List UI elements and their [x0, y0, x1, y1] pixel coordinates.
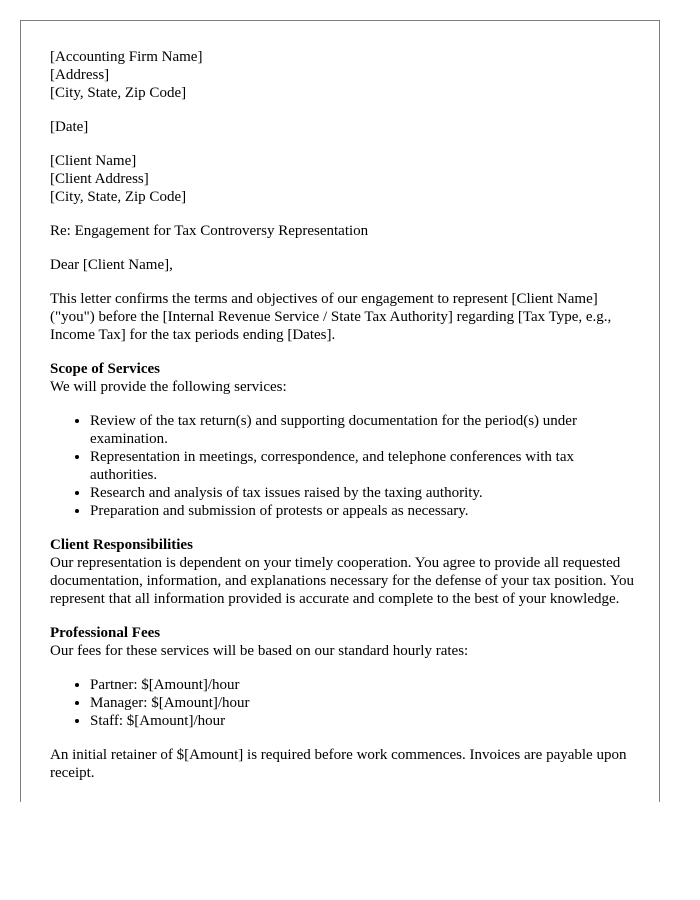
list-item: • Representation in meetings, correspondence, and telephone conferences with tax authorities. [90, 448, 640, 484]
recipient-city: [City, State, Zip Code] [50, 189, 187, 205]
salutation: Dear [Client Name], [50, 257, 173, 273]
responsibilities-title: Client Responsibilities [50, 537, 193, 553]
intro-paragraph: This letter confirms the terms and objectives of our engagement to represent [Client Name] ("you") before the [Internal Revenue Service / State Tax Authority] regarding [Tax Type, e.g., Income Tax] for the tax periods ending [Dates]. [50, 291, 612, 343]
fees-section [50, 624, 640, 782]
responsibilities-section [50, 536, 640, 608]
list-item: • Partner: $[Amount]/hour [90, 676, 640, 694]
letter-date: [Date] [50, 119, 89, 135]
subject-line: Re: Engagement for Tax Controversy Representation [50, 223, 369, 239]
list-item: • Research and analysis of tax issues raised by the taxing authority. [90, 484, 640, 502]
scope-section [50, 360, 640, 520]
fees-lead: Our fees for these services will be based on our standard hourly rates: [50, 643, 469, 659]
letter-page [20, 20, 660, 802]
fees-title: Professional Fees [50, 625, 161, 641]
letter-content [50, 48, 640, 798]
fees-list [50, 676, 640, 730]
list-item: • Staff: $[Amount]/hour [90, 712, 640, 730]
sender-address: [Address] [50, 67, 110, 83]
recipient-name: [Client Name] [50, 153, 137, 169]
sender-name: [Accounting Firm Name] [50, 49, 203, 65]
retainer-paragraph: An initial retainer of $[Amount] is required before work commences. Invoices are payable upon receipt. [50, 747, 627, 781]
list-item: • Manager: $[Amount]/hour [90, 694, 640, 712]
scope-title: Scope of Services [50, 361, 160, 377]
responsibilities-text: Our representation is dependent on your timely cooperation. You agree to provide all requested documentation, information, and explanations necessary for the defense of your tax position. You represent that all information provided is accurate and complete to the best of your knowledge. [50, 555, 635, 607]
recipient-address: [Client Address] [50, 171, 149, 187]
scope-lead: We will provide the following services: [50, 379, 287, 395]
list-item: • Review of the tax return(s) and supporting documentation for the period(s) under examination. [90, 412, 640, 448]
list-item: • Preparation and submission of protests or appeals as necessary. [90, 502, 640, 520]
scope-list [50, 412, 640, 520]
recipient-block [50, 152, 640, 206]
sender-city: [City, State, Zip Code] [50, 85, 187, 101]
sender-block [50, 48, 640, 102]
date-block [50, 118, 640, 136]
